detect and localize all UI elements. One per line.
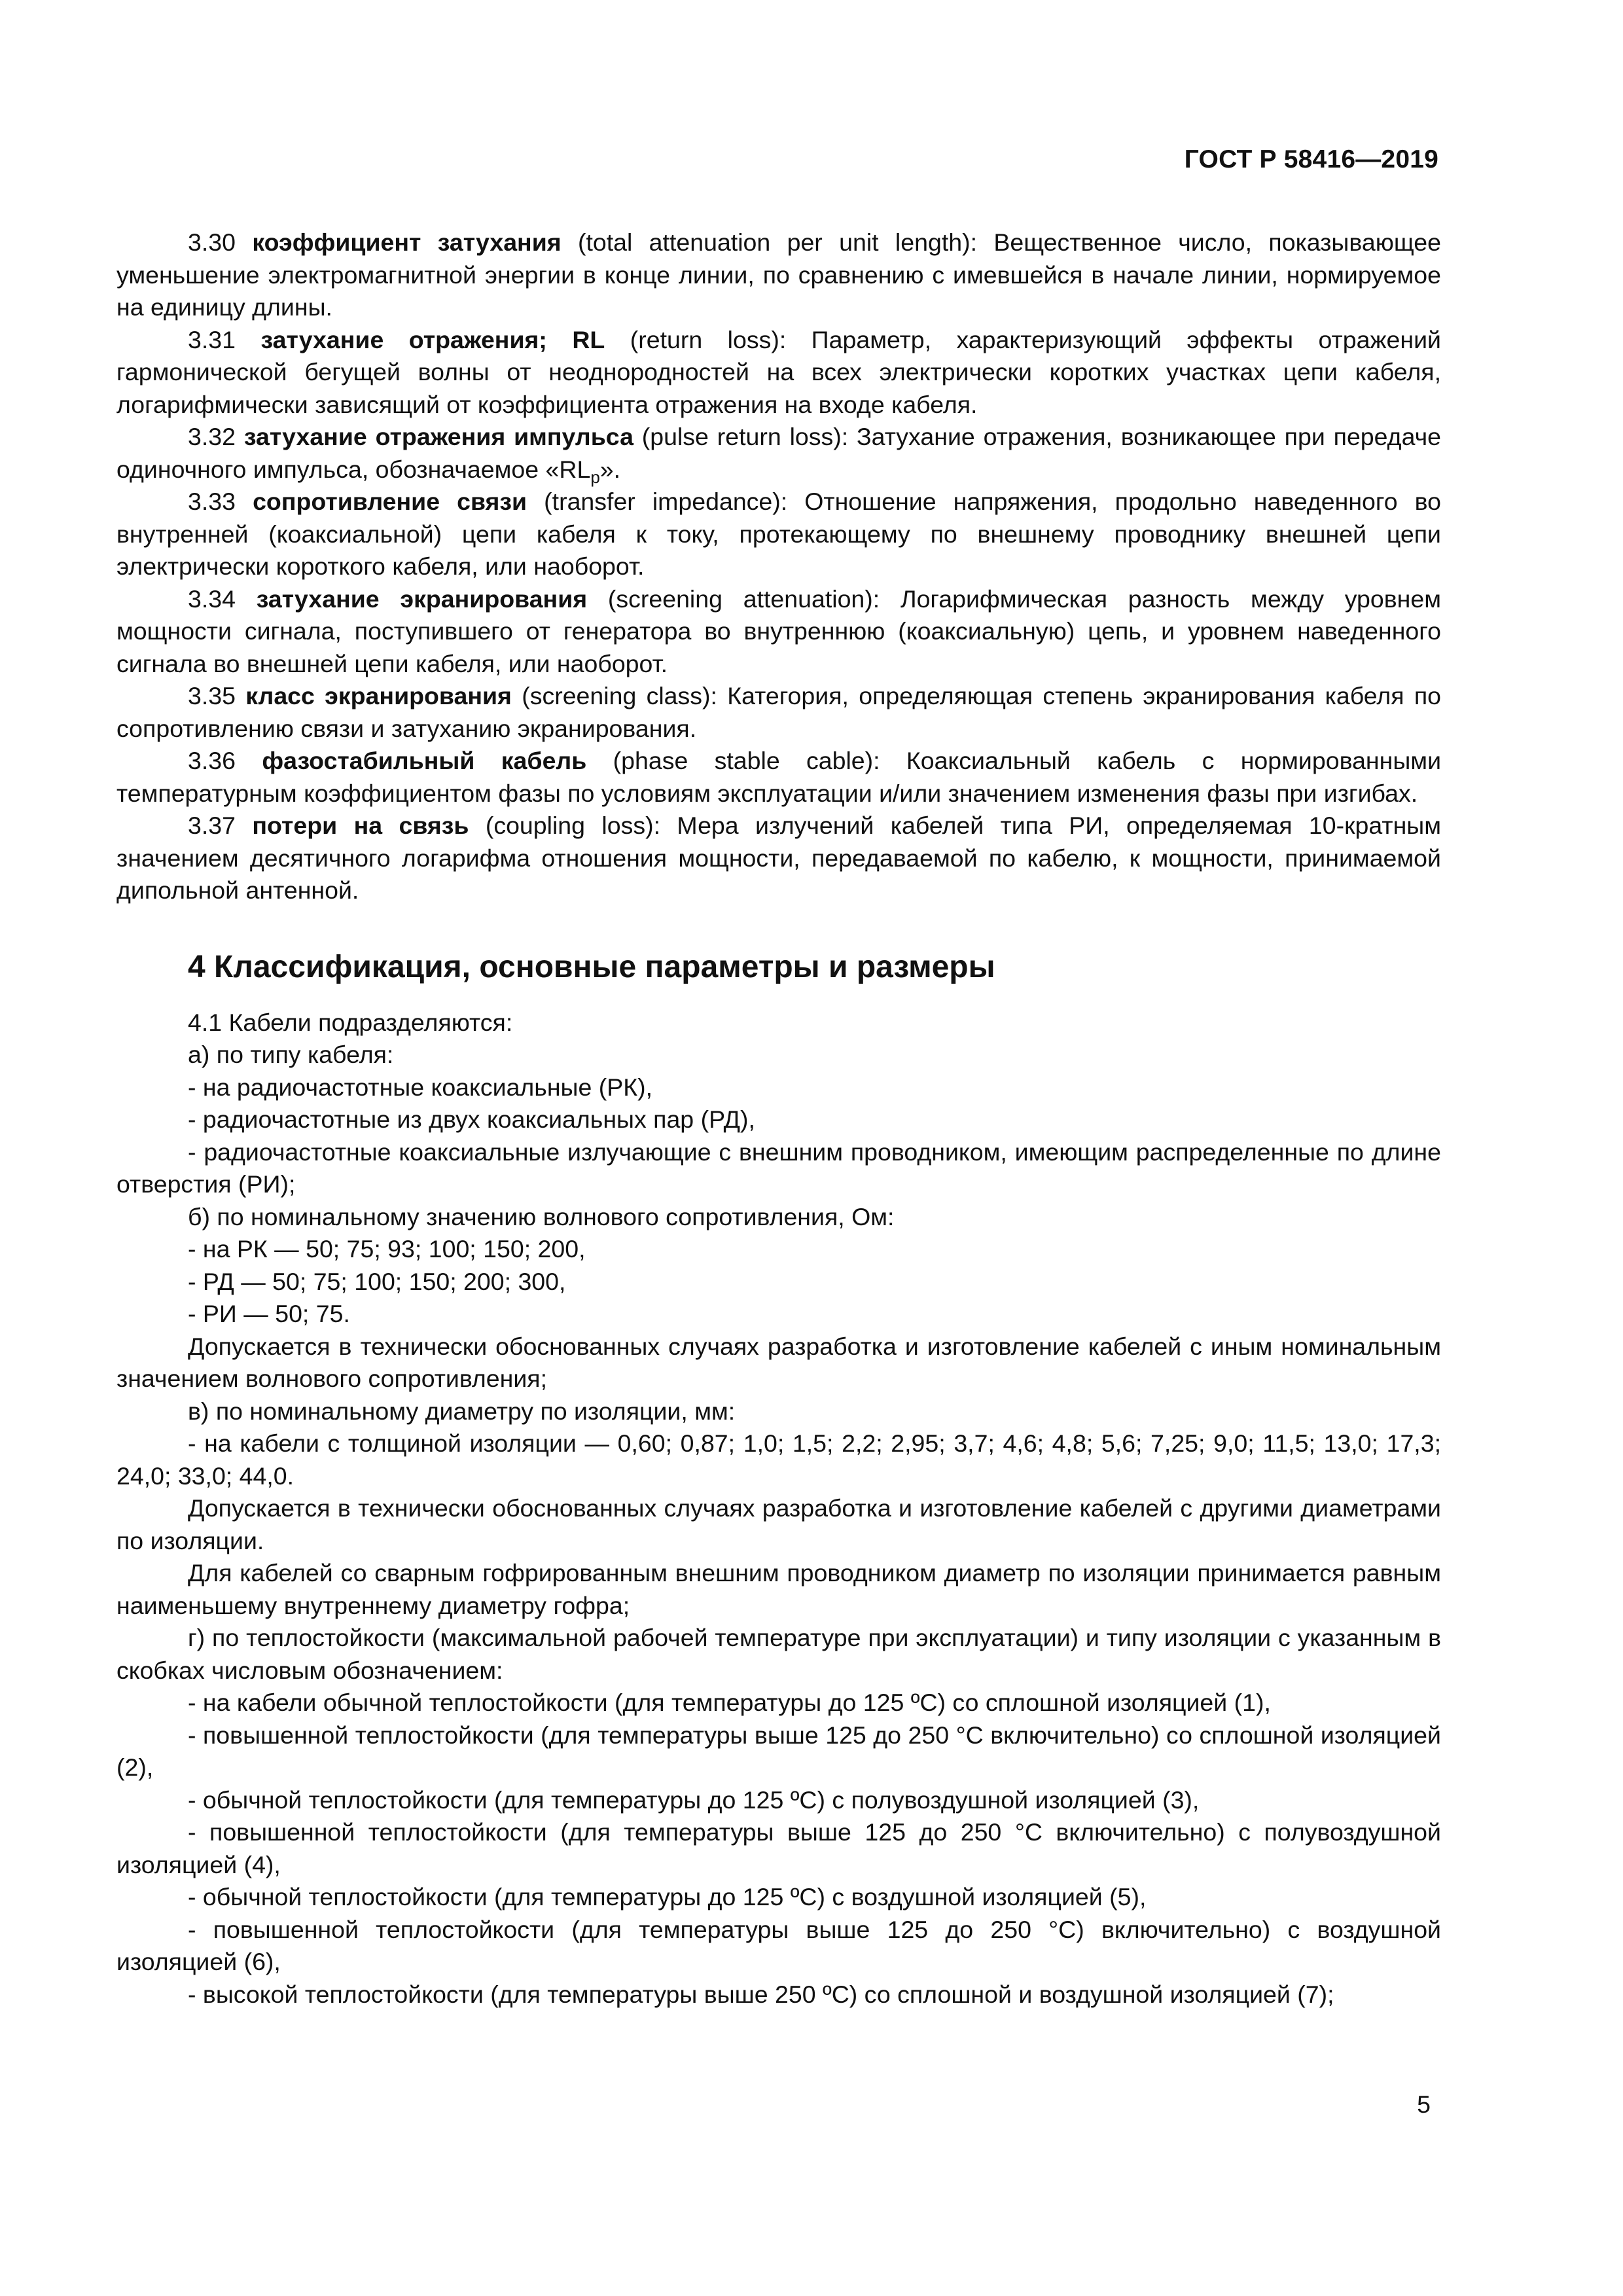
section-line: - обычной теплостойкости (для температуры до 125 ºС) с полувоздушной изоляцией (3), xyxy=(188,1785,1200,1814)
term-3-36: 3.36 фазостабильный кабель (phase stable cable): Коаксиальный кабель с нормированными температурным коэффициентом фазы по условиям эксплуатации и/или значением изменения фазы при изгибах. xyxy=(116,747,1442,807)
section-4-title: 4 Классификация, основные параметры и размеры xyxy=(188,949,995,984)
section-line: - на кабели обычной теплостойкости (для температуры до 125 ºС) со сплошной изоляцией (1), xyxy=(188,1689,1271,1716)
section-line: - на радиочастотные коаксиальные (РК), xyxy=(188,1073,653,1101)
section-line: - радиочастотные из двух коаксиальных пар (РД), xyxy=(188,1105,755,1133)
section-line: Допускается в технически обоснованных случаях разработка и изготовление кабелей с иным номинальным значением волнового сопротивления; xyxy=(116,1332,1441,1392)
section-line: - повышенной теплостойкости (для температуры выше 125 до 250 °С включительно) со сплошной изоляцией (2), xyxy=(116,1721,1441,1781)
section-line: - повышенной теплостойкости (для температуры выше 125 до 250 °С) включительно) с воздушной изоляцией (6), xyxy=(116,1915,1441,1975)
section-line: - высокой теплостойкости (для температуры выше 250 ºС) со сплошной и воздушной изоляцией (7); xyxy=(188,1980,1334,2008)
term-3-35: 3.35 класс экранирования (screening class): Категория, определяющая степень экранирования кабеля по сопротивлению связи и затуханию экранирования. xyxy=(116,682,1442,742)
section-line: - повышенной теплостойкости (для температуры выше 125 до 250 °С включительно) с полувоздушной изоляцией (4), xyxy=(116,1818,1441,1878)
term-3-32: 3.32 затухание отражения импульса (pulse return loss): Затухание отражения, возникающее при передаче одиночного импульса, обозначаемое «$RL_p$». xyxy=(116,423,1441,487)
term-3-34: 3.34 затухание экранирования (screening attenuation): Логарифмическая разность между уровнем мощности сигнала, поступившего от генератора во внутреннюю (коаксиальную) цепь, и уровнем наведенного сигнала во внешней цепи кабеля, или наоборот. xyxy=(116,584,1442,677)
page-number: 5 xyxy=(1417,2090,1431,2118)
term-3-31: 3.31 затухание отражения; RL (return loss): Параметр, характеризующий эффекты отражений гармонической бегущей волны от неоднородностей на всех электрически коротких участках цепи кабеля, логарифмически зависящий от коэффициента отражения на входе кабеля. xyxy=(116,325,1441,418)
section-line: - РД — 50; 75; 100; 150; 200; 300, xyxy=(188,1267,566,1295)
section-line: - обычной теплостойкости (для температуры до 125 ºС) с воздушной изоляцией (5), xyxy=(188,1883,1147,1910)
document-code: ГОСТ Р 58416—2019 xyxy=(1184,145,1438,173)
term-3-37: 3.37 потери на связь (coupling loss): Мера излучений кабелей типа РИ, определяемая 10-кратным значением десятичного логарифма отношения мощности, передаваемой по кабелю, к мощности, принимаемой дипольной антенной. xyxy=(116,812,1442,904)
section-line: 4.1 Кабели подразделяются: xyxy=(188,1008,513,1036)
section-line: в) по номинальному диаметру по изоляции, мм: xyxy=(188,1397,736,1425)
section-line: г) по теплостойкости (максимальной рабочей температуре при эксплуатации) и типу изоляции с указанным в скобках числовым обозначением: xyxy=(116,1624,1441,1684)
section-line: - на РК — 50; 75; 93; 100; 150; 200, xyxy=(188,1235,586,1263)
section-line: - радиочастотные коаксиальные излучающие с внешним проводником, имеющим распределенные по длине отверстия (РИ); xyxy=(116,1138,1441,1198)
section-line: Допускается в технически обоснованных случаях разработка и изготовление кабелей с другими диаметрами по изоляции. xyxy=(116,1494,1441,1554)
section-line: - РИ — 50; 75. xyxy=(188,1300,350,1327)
term-3-30: 3.30 коэффициент затухания (total attenuation per unit length): Вещественное число, показывающее уменьшение электромагнитной энергии в конце линии, по сравнению с имевшейся в начале линии, нормируемое на единицу длины. xyxy=(116,228,1442,321)
page-body xyxy=(116,226,1441,2011)
section-line: - на кабели с толщиной изоляции — 0,60; 0,87; 1,0; 1,5; 2,2; 2,95; 3,7; 4,6; 4,8; 5,6; 7,25; 9,0; 11,5; 13,0; 17,3; 24,0; 33,0; 44,0. xyxy=(116,1429,1441,1490)
term-3-33: 3.33 сопротивление связи (transfer impedance): Отношение напряжения, продольно наведенного во внутренней (коаксиальной) цепи кабеля к току, протекающему по внешнему проводнику внешней цепи электрически короткого кабеля, или наоборот. xyxy=(116,488,1441,580)
section-line: а) по типу кабеля: xyxy=(188,1041,394,1068)
section-line: Для кабелей со сварным гофрированным внешним проводником диаметр по изоляции принимается равным наименьшему внутреннему диаметру гофра; xyxy=(116,1559,1441,1619)
section-line: б) по номинальному значению волнового сопротивления, Ом: xyxy=(188,1202,895,1230)
